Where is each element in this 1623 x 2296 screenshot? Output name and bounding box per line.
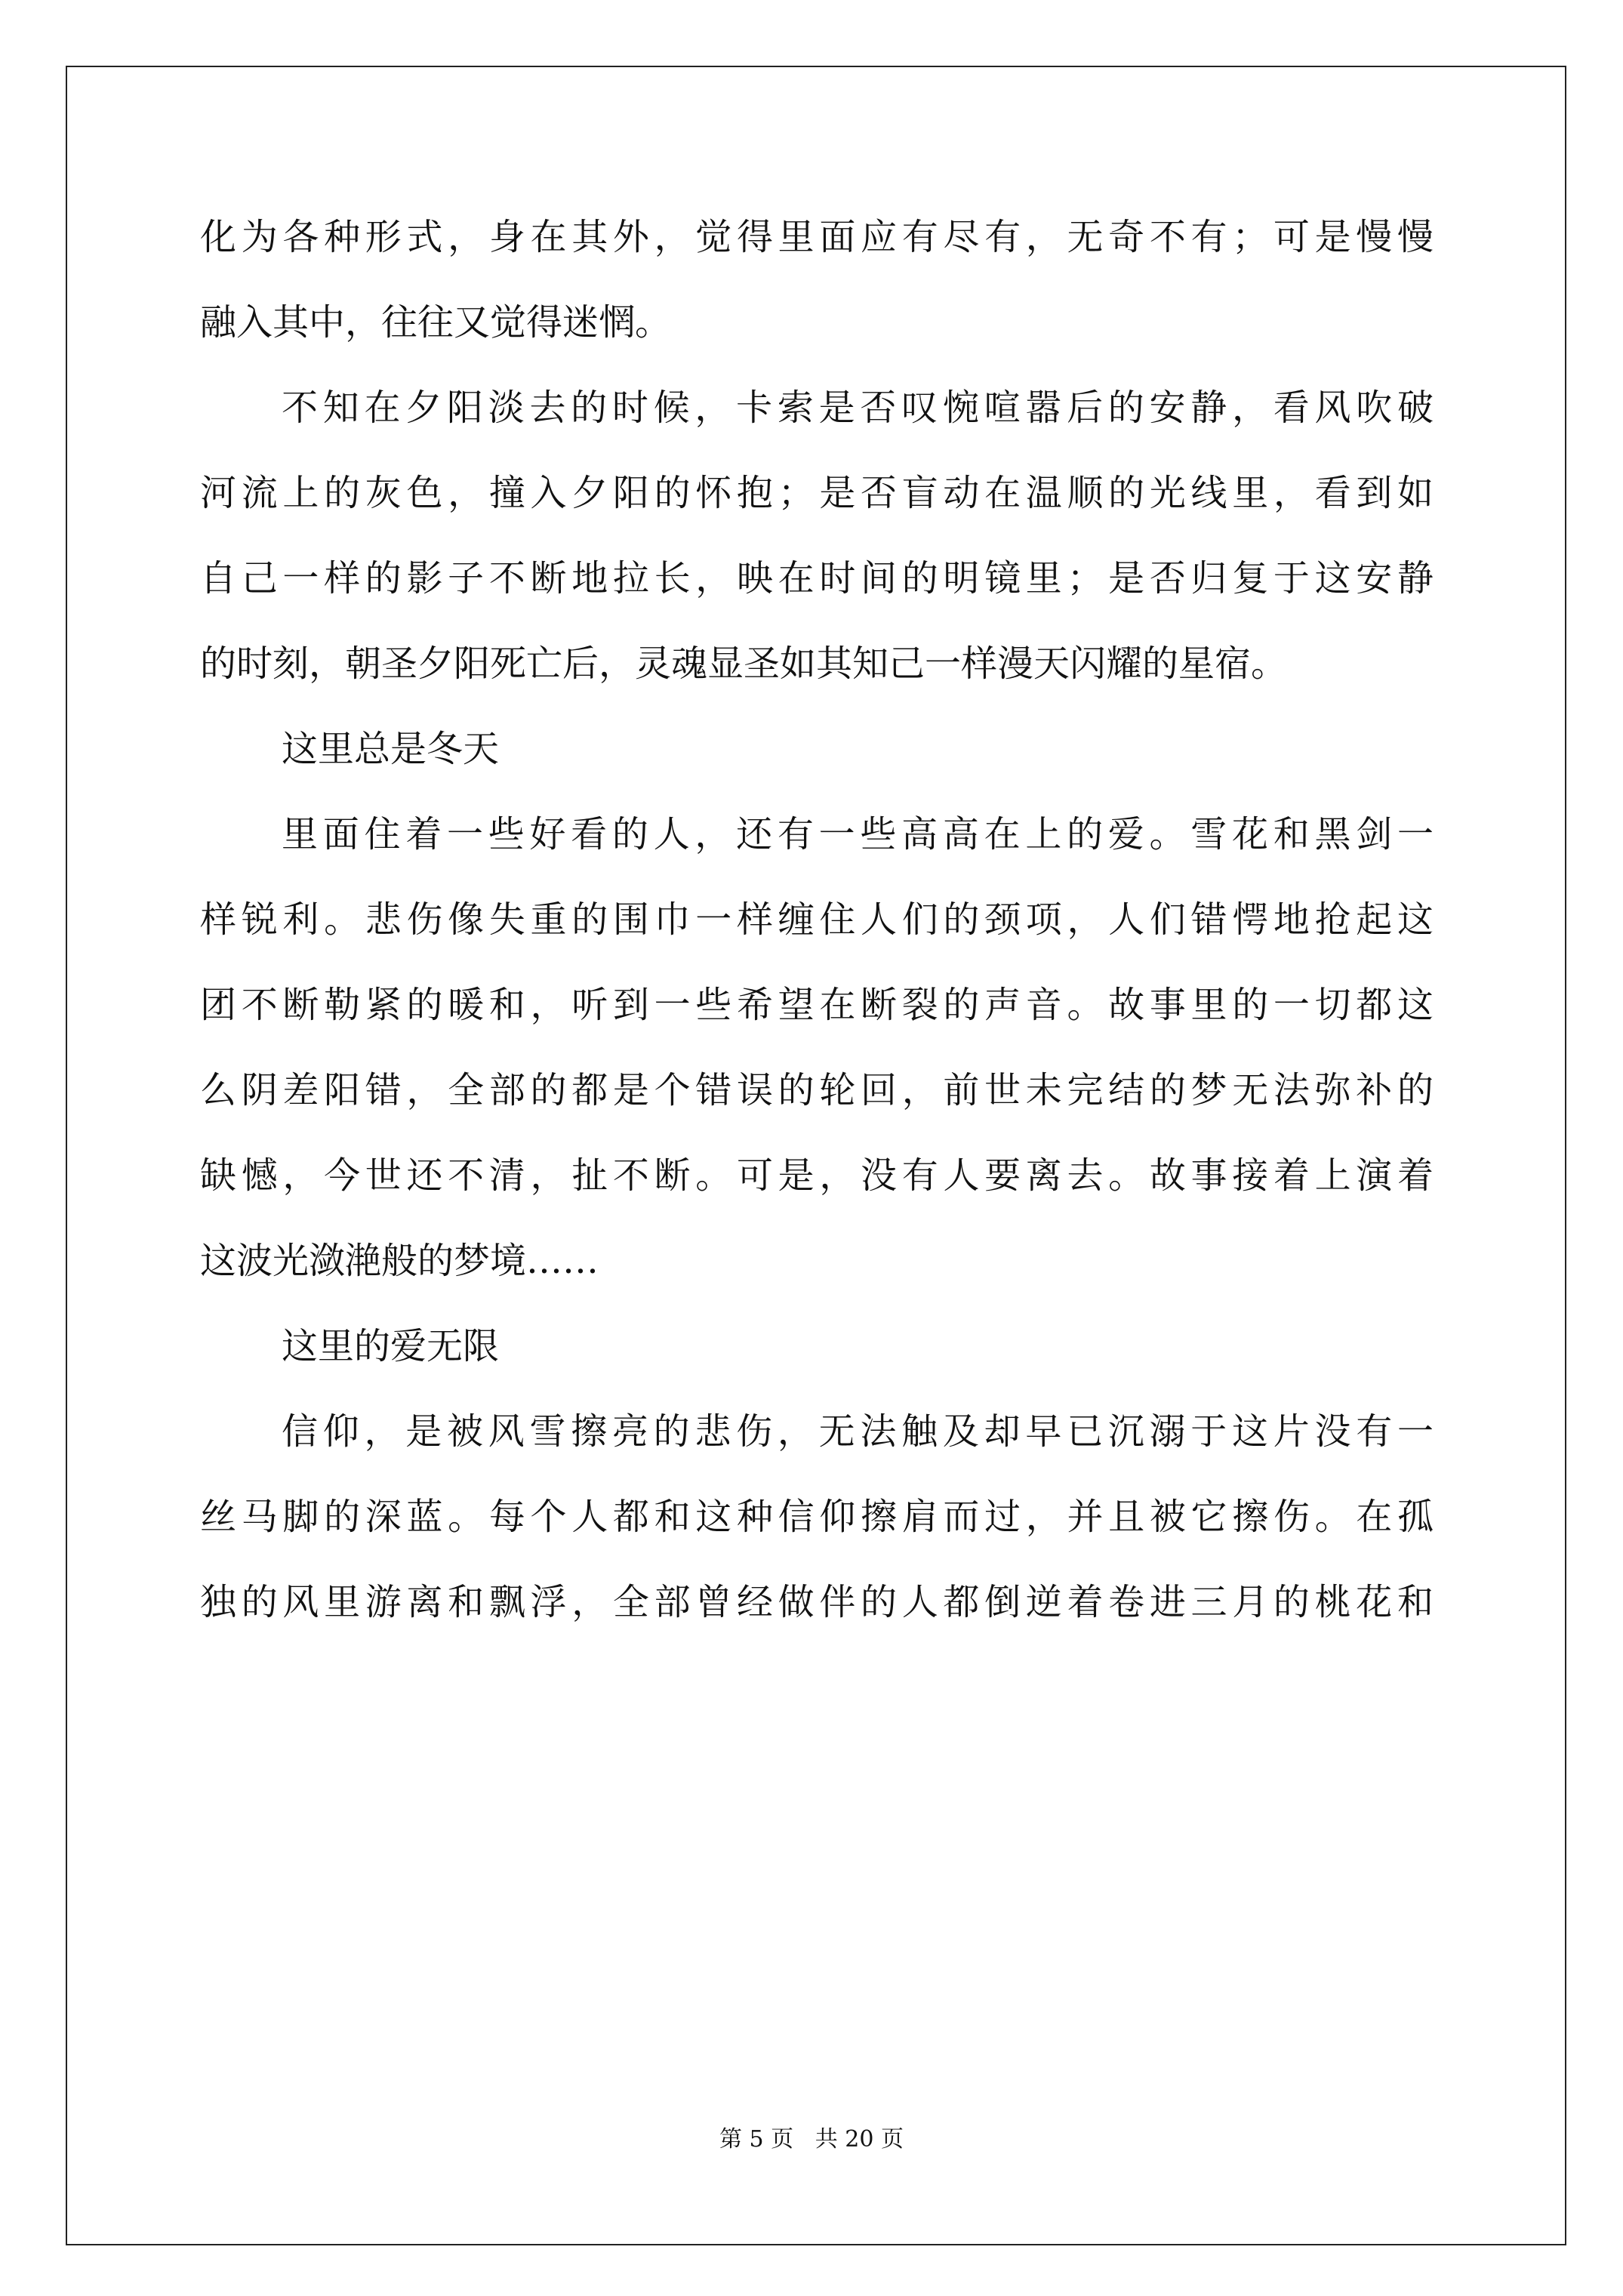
page-number-footer: 第 5 页 共 20 页 bbox=[719, 2126, 904, 2153]
text-line: 信仰，是被风雪擦亮的悲伤，无法触及却早已沉溺于这片没有一 bbox=[282, 1410, 1434, 1453]
text-line: 样锐利。悲伤像失重的围巾一样缠住人们的颈项，人们错愕地抢起这 bbox=[200, 898, 1434, 941]
paragraph bbox=[200, 1407, 1434, 1663]
text-line: 缺憾，今世还不清，扯不断。可是，没有人要离去。故事接着上演着 bbox=[200, 1154, 1434, 1197]
text-line: 这波光潋滟般的梦境…… bbox=[200, 1240, 599, 1282]
text-line: 融入其中，往往又觉得迷惘。 bbox=[200, 301, 672, 344]
text-line: 的时刻，朝圣夕阳死亡后，灵魂显圣如其知己一样漫天闪耀的星宿。 bbox=[200, 643, 1288, 685]
text-line: 化为各种形式，身在其外，觉得里面应有尽有，无奇不有；可是慢慢 bbox=[200, 216, 1434, 258]
text-line: 团不断勒紧的暖和，听到一些希望在断裂的声音。故事里的一切都这 bbox=[200, 984, 1434, 1026]
section-heading bbox=[200, 725, 1434, 810]
text-line: 自己一样的影子不断地拉长，映在时间的明镜里；是否归复于这安静 bbox=[200, 557, 1434, 599]
text-line: 里面住着一些好看的人，还有一些高高在上的爱。雪花和黑剑一 bbox=[282, 813, 1434, 855]
text-line: 不知在夕阳淡去的时候，卡索是否叹惋喧嚣后的安静，看风吹破 bbox=[282, 387, 1434, 429]
paragraph bbox=[200, 213, 1434, 384]
document-body bbox=[200, 213, 1434, 1663]
text-line: 么阴差阳错，全部的都是个错误的轮回，前世未完结的梦无法弥补的 bbox=[200, 1069, 1434, 1111]
section-heading bbox=[200, 1322, 1434, 1407]
text-line: 这里总是冬天 bbox=[282, 728, 500, 770]
text-line: 这里的爱无限 bbox=[282, 1325, 500, 1367]
text-line: 河流上的灰色，撞入夕阳的怀抱；是否盲动在温顺的光线里，看到如 bbox=[200, 472, 1434, 514]
paragraph bbox=[200, 384, 1434, 725]
paragraph bbox=[200, 810, 1434, 1322]
text-line: 独的风里游离和飘浮，全部曾经做伴的人都倒逆着卷进三月的桃花和 bbox=[200, 1581, 1434, 1623]
text-line: 丝马脚的深蓝。每个人都和这种信仰擦肩而过，并且被它擦伤。在孤 bbox=[200, 1496, 1434, 1538]
